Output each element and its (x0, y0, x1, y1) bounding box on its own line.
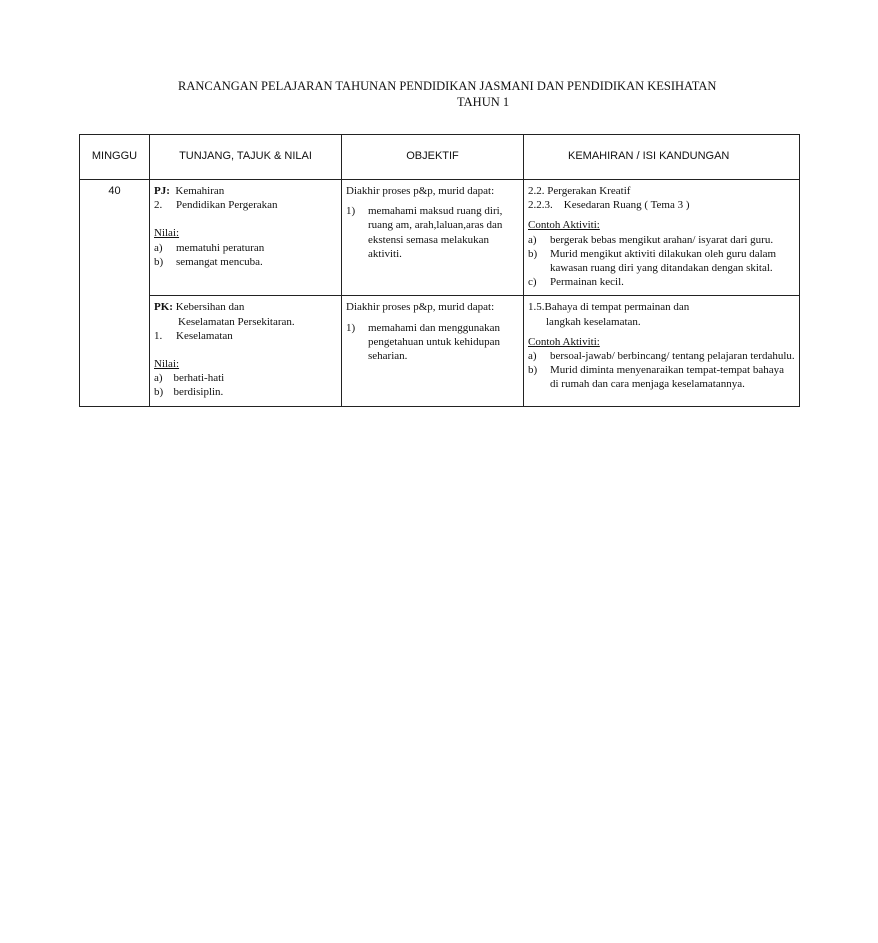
aktiviti-item: bersoal-jawab/ berbincang/ tentang pelajaran terdahulu. (550, 350, 795, 363)
aktiviti-item: Permainan kecil. (550, 276, 624, 289)
list-item (346, 204, 519, 261)
header-tunjang: TUNJANG, TAJUK & NILAI (179, 150, 312, 162)
kemahiran-line: 1.5.Bahaya di tempat permainan dan (528, 301, 690, 314)
contoh-heading: Contoh Aktiviti: (528, 219, 600, 232)
list-item (154, 371, 337, 385)
kemahiran-line-continued: langkah keselamatan. (546, 315, 641, 328)
tunjang-item: Keselamatan (176, 329, 233, 342)
nilai-item: berdisiplin. (173, 386, 224, 399)
objektif-intro: Diakhir proses p&p, murid dapat: (346, 301, 495, 314)
list-item (154, 241, 337, 255)
objektif-item: memahami maksud ruang diri, ruang am, arah,laluan,aras dan ekstensi semasa melakukan aktiviti. (368, 205, 503, 260)
nilai-heading: Nilai: (154, 358, 180, 371)
document-title (178, 78, 878, 110)
tunjang-text-continued: Keselamatan Persekitaran. (178, 315, 295, 328)
tunjang-cell (150, 296, 342, 406)
aktiviti-item: Murid mengikut aktiviti dilakukan oleh guru dalam kawasan ruang diri yang ditandakan dengan skital. (550, 247, 777, 275)
tunjang-item-number: 2. (154, 199, 163, 212)
objektif-cell (342, 296, 524, 406)
table-row (80, 296, 800, 406)
tunjang-text: Kebersihan dan (175, 301, 245, 314)
tunjang-label: PJ: (154, 185, 170, 197)
aktiviti-item: Murid diminta menyenaraikan tempat-tempat bahaya di rumah dan cara menjaga keselamatannya. (550, 364, 784, 391)
title-line-1: RANCANGAN PELAJARAN TAHUNAN PENDIDIKAN JASMANI DAN PENDIDIKAN KESIHATAN (178, 79, 717, 93)
list-marker: 1) (346, 205, 356, 218)
nilai-item: semangat mencuba. (176, 255, 263, 268)
nilai-item: berhati-hati (173, 372, 225, 385)
list-marker: a) (528, 350, 537, 363)
kemahiran-subnumber: 2.2.3. (528, 199, 553, 212)
list-marker: 1) (346, 321, 356, 334)
objektif-item: memahami dan menggunakan pengetahuan untuk kehidupan seharian. (368, 321, 500, 363)
table-header-row (80, 135, 800, 180)
table-row (80, 180, 800, 296)
header-minggu-cell (80, 135, 150, 180)
header-tunjang-cell (150, 135, 342, 180)
title-line-2: TAHUN 1 (457, 95, 510, 109)
tunjang-cell (150, 180, 342, 296)
list-item (528, 233, 795, 247)
header-kemahiran-cell (524, 135, 800, 180)
tunjang-label: PK: (154, 301, 173, 314)
list-marker: b) (154, 255, 164, 268)
lesson-plan-table (79, 134, 800, 407)
objektif-intro: Diakhir proses p&p, murid dapat: (346, 185, 495, 197)
header-kemahiran: KEMAHIRAN / ISI KANDUNGAN (568, 150, 730, 162)
header-objektif-cell (342, 135, 524, 180)
kemahiran-cell (524, 180, 800, 296)
list-marker: a) (154, 372, 163, 385)
list-marker: b) (528, 364, 538, 377)
tunjang-item-number: 1. (154, 329, 163, 342)
list-item (528, 349, 795, 363)
tunjang-text: Kemahiran (175, 185, 225, 197)
list-marker: a) (528, 233, 537, 246)
aktiviti-item: bergerak bebas mengikut arahan/ isyarat dari guru. (550, 233, 774, 246)
nilai-heading: Nilai: (154, 227, 180, 240)
list-item (154, 385, 337, 399)
list-marker: a) (154, 241, 163, 254)
list-marker: b) (528, 247, 538, 260)
kemahiran-line: 2.2. Pergerakan Kreatif (528, 185, 631, 197)
tunjang-item: Pendidikan Pergerakan (176, 199, 278, 212)
list-marker: b) (154, 386, 164, 399)
list-item (528, 247, 795, 275)
header-minggu: MINGGU (91, 150, 138, 162)
nilai-item: mematuhi peraturan (176, 241, 265, 254)
list-item (154, 255, 337, 269)
list-marker: c) (528, 276, 537, 289)
list-item (346, 321, 519, 364)
contoh-heading: Contoh Aktiviti: (528, 335, 600, 348)
objektif-cell (342, 180, 524, 296)
kemahiran-subtitle: Kesedaran Ruang ( Tema 3 ) (563, 199, 690, 212)
list-item (528, 363, 795, 391)
week-number: 40 (80, 180, 150, 407)
list-item (528, 275, 795, 289)
kemahiran-cell (524, 296, 800, 406)
header-objektif: OBJEKTIF (406, 150, 459, 162)
